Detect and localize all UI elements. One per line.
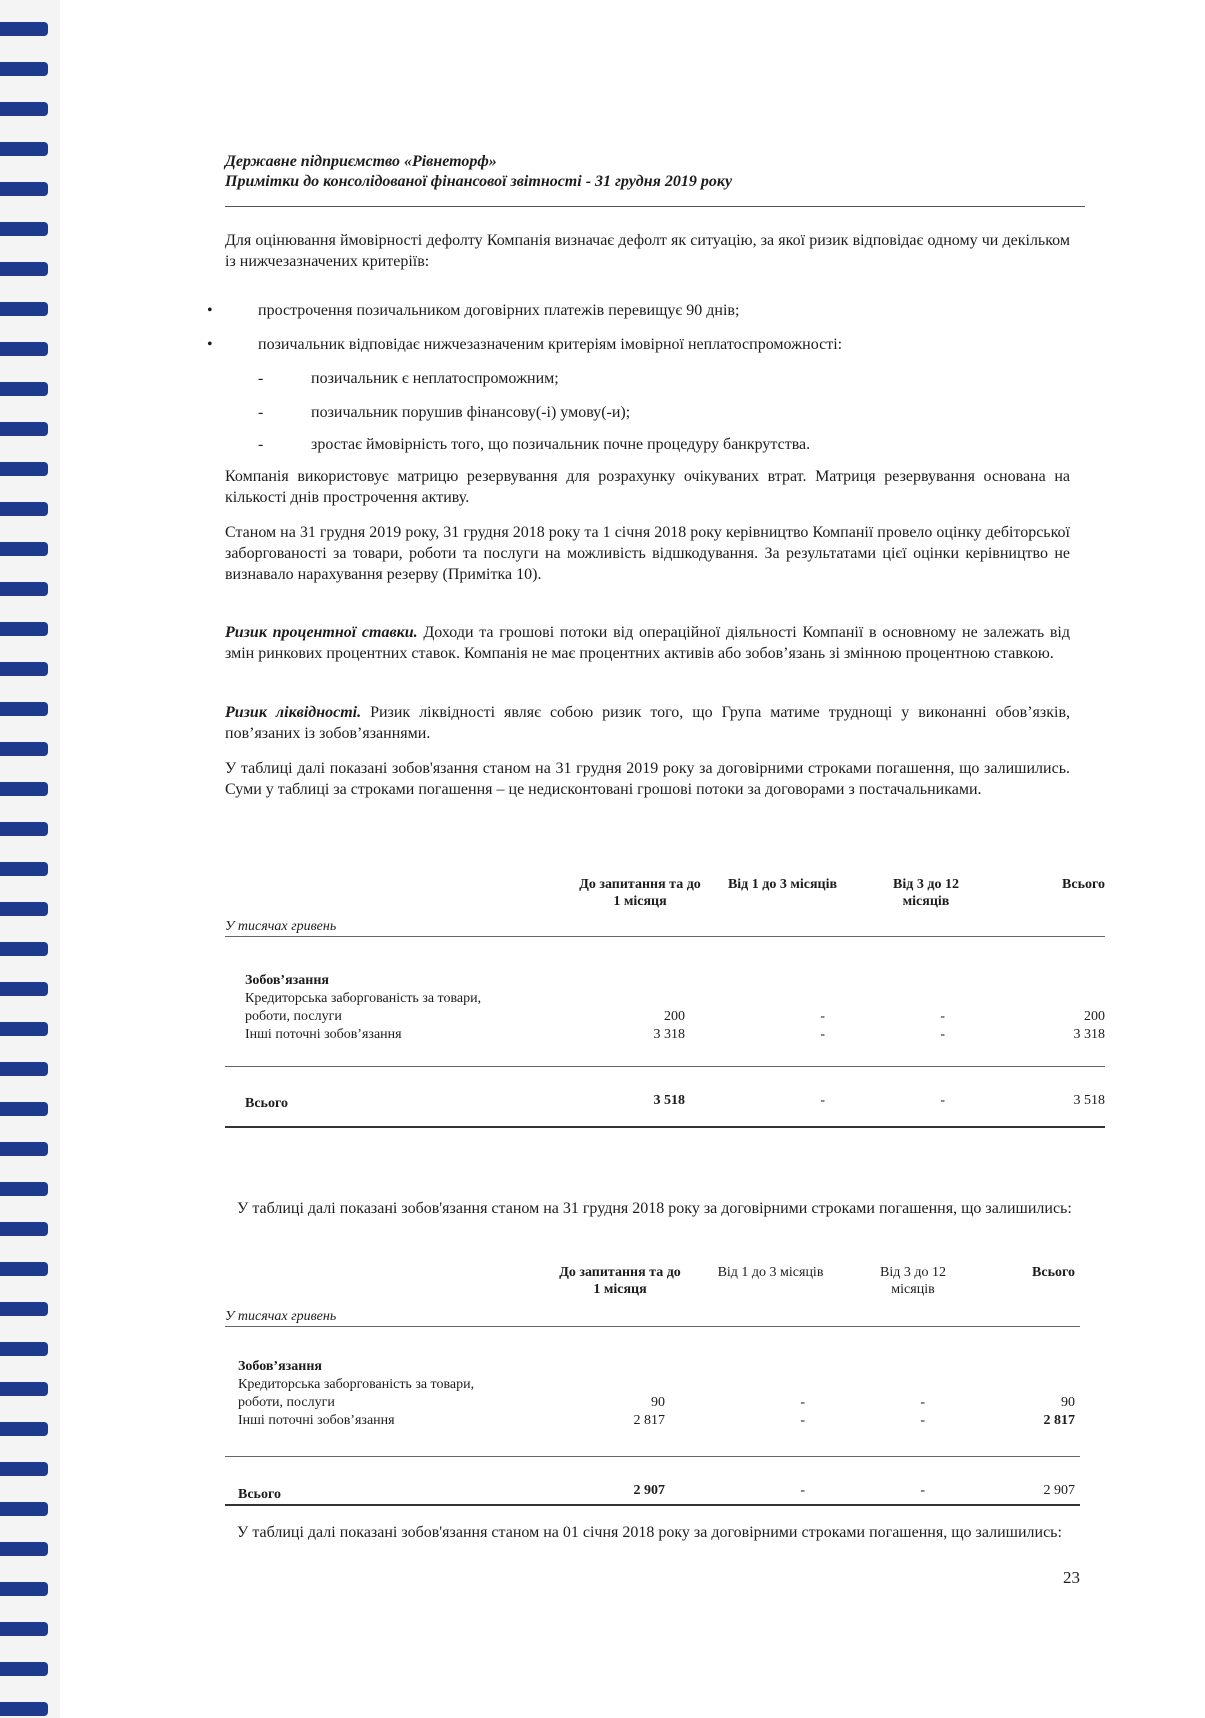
liquidity-risk-paragraph: [225, 702, 1070, 744]
column-header: Від 3 до 12 місяців: [880, 1265, 946, 1297]
binding-ring: [0, 1102, 48, 1116]
bullet-item: прострочення позичальником договірних платежів перевищує 90 днів;: [258, 302, 740, 319]
table-cell: -: [800, 1413, 805, 1428]
binding-ring: [0, 422, 48, 436]
row-label: роботи, послуги: [238, 1395, 335, 1410]
table-cell: 90: [651, 1395, 665, 1410]
binding-ring: [0, 1702, 48, 1716]
binding-ring: [0, 342, 48, 356]
spiral-binding: [0, 0, 60, 1718]
sub-bullet-marker: -: [258, 436, 264, 453]
interest-rate-risk-paragraph: [225, 622, 1070, 664]
binding-ring: [0, 862, 48, 876]
binding-ring: [0, 1262, 48, 1276]
binding-ring: [0, 262, 48, 276]
binding-ring: [0, 1022, 48, 1036]
table-cell: -: [800, 1483, 805, 1498]
binding-ring: [0, 502, 48, 516]
liquidity-risk-heading: Ризик ліквідності.: [225, 704, 362, 721]
binding-ring: [0, 1622, 48, 1636]
section-label: Зобов’язання: [238, 1359, 322, 1374]
binding-ring: [0, 1142, 48, 1156]
table-2018-intro: У таблиці далі показані зобов'язання станом на 31 грудня 2018 року за договірними строками погашення, що залишились:: [237, 1200, 1072, 1217]
units-label: У тисячах гривень: [225, 1309, 337, 1324]
binding-ring: [0, 142, 48, 156]
binding-ring: [0, 1222, 48, 1236]
interest-rate-risk-text: Доходи та грошові потоки від операційної діяльності Компанії в основному не залежать від змін ринкових процентних ставок. Компанія не має процентних активів або зобов’язань зі змінною процентною ставкою.: [225, 624, 1070, 662]
table-divider: [225, 1326, 1080, 1327]
column-header: До запитання та до 1 місяця: [579, 877, 701, 909]
sub-bullet-item: позичальник порушив фінансову(-і) умову(-и);: [311, 404, 631, 421]
total-label: Всього: [245, 1096, 288, 1111]
binding-ring: [0, 542, 48, 556]
table-cell: -: [820, 1027, 825, 1042]
table-cell: 3 318: [653, 1027, 685, 1042]
intro-paragraph: Для оцінювання ймовірності дефолту Компанія визначає дефолт як ситуацію, за якої ризик відповідає одному чи декільком із нижчезазначених критеріїв:: [225, 232, 1070, 270]
table-cell: -: [820, 1009, 825, 1024]
binding-ring: [0, 582, 48, 596]
matrix-paragraph: Компанія використовує матрицю резервування для розрахунку очікуваних втрат. Матриця резервування основана на кількості днів прострочення активу.: [225, 468, 1070, 506]
table-divider: [225, 1456, 1080, 1457]
bullet-item: позичальник відповідає нижчезазначеним критеріям імовірної неплатоспроможності:: [258, 336, 843, 353]
row-label: Інші поточні зобов’язання: [238, 1413, 395, 1428]
column-header: До запитання та до 1 місяця: [559, 1265, 681, 1297]
binding-ring: [0, 182, 48, 196]
column-header: Від 1 до 3 місяців: [717, 1265, 824, 1280]
binding-ring: [0, 1182, 48, 1196]
binding-ring: [0, 222, 48, 236]
binding-ring: [0, 462, 48, 476]
binding-ring: [0, 622, 48, 636]
binding-ring: [0, 102, 48, 116]
units-label: У тисячах гривень: [225, 919, 337, 934]
table-cell: 2 907: [633, 1483, 665, 1498]
table-divider: [225, 1066, 1105, 1067]
table-cell: 200: [664, 1009, 685, 1024]
binding-ring: [0, 1462, 48, 1476]
table-divider: [225, 1126, 1105, 1128]
section-label: Зобов’язання: [245, 973, 329, 988]
table-cell: 2 907: [1043, 1483, 1075, 1498]
report-title: Примітки до консолідованої фінансової звітності - 31 грудня 2019 року: [225, 173, 733, 190]
binding-ring: [0, 902, 48, 916]
sub-bullet-marker: -: [258, 404, 264, 421]
column-header: Від 3 до 12 місяців: [893, 877, 959, 909]
binding-ring: [0, 1542, 48, 1556]
binding-ring: [0, 62, 48, 76]
column-header: Від 1 до 3 місяців: [727, 877, 838, 892]
binding-ring: [0, 1422, 48, 1436]
table-cell: -: [920, 1395, 925, 1410]
binding-ring: [0, 1582, 48, 1596]
row-label: Кредиторська заборгованість за товари,: [245, 991, 482, 1006]
binding-ring: [0, 1302, 48, 1316]
table-cell: -: [920, 1483, 925, 1498]
binding-ring: [0, 982, 48, 996]
binding-ring: [0, 822, 48, 836]
binding-ring: [0, 942, 48, 956]
table-cell: 2 817: [1043, 1413, 1075, 1428]
liquidity-risk-text: Ризик ліквідності являє собою ризик того, що Група матиме труднощі у виконанні обов’язків, пов’язаних із зобов’язаннями.: [225, 704, 1070, 742]
table-cell: 200: [1084, 1009, 1105, 1024]
sub-bullet-item: позичальник є неплатоспроможним;: [311, 370, 559, 387]
binding-ring: [0, 22, 48, 36]
binding-ring: [0, 1342, 48, 1356]
binding-ring: [0, 1382, 48, 1396]
table-cell: 3 518: [1073, 1093, 1105, 1108]
sub-bullet-marker: -: [258, 370, 264, 387]
sub-bullet-item: зростає ймовірність того, що позичальник почне процедуру банкрутства.: [311, 436, 811, 453]
binding-ring: [0, 382, 48, 396]
total-label: Всього: [238, 1487, 281, 1502]
table-cell: -: [940, 1093, 945, 1108]
page-header: [225, 152, 1085, 192]
binding-ring: [0, 702, 48, 716]
table-cell: -: [920, 1413, 925, 1428]
table-2018-jan-intro: У таблиці далі показані зобов'язання станом на 01 січня 2018 року за договірними строками погашення, що залишились:: [237, 1524, 1062, 1541]
row-label: Кредиторська заборгованість за товари,: [238, 1377, 475, 1392]
table-cell: 90: [1061, 1395, 1075, 1410]
interest-rate-risk-heading: Ризик процентної ставки.: [225, 624, 418, 641]
table-divider: [225, 936, 1105, 937]
table-cell: -: [820, 1093, 825, 1108]
binding-ring: [0, 302, 48, 316]
binding-ring: [0, 742, 48, 756]
assessment-paragraph: Станом на 31 грудня 2019 року, 31 грудня 2018 року та 1 січня 2018 року керівництво Компанії провело оцінку дебіторської заборгованості за товари, роботи та послуги на можливість відшкодування. За результатами цієї оцінки керівництво не визнавало нарахування резерву (Примітка 10).: [225, 524, 1070, 583]
bullet-marker: •: [207, 336, 213, 353]
binding-ring: [0, 782, 48, 796]
company-name: Державне підприємство «Рівнеторф»: [225, 153, 497, 170]
binding-ring: [0, 1662, 48, 1676]
table-cell: -: [940, 1027, 945, 1042]
column-header: Всього: [1062, 877, 1105, 892]
bullet-marker: •: [207, 302, 213, 319]
header-divider: [225, 206, 1085, 207]
binding-ring: [0, 662, 48, 676]
column-header: Всього: [1032, 1265, 1075, 1280]
table-cell: -: [800, 1395, 805, 1410]
row-label: роботи, послуги: [245, 1009, 342, 1024]
row-label: Інші поточні зобов’язання: [245, 1027, 402, 1042]
table-cell: 3 518: [653, 1093, 685, 1108]
binding-ring: [0, 1502, 48, 1516]
table-cell: 3 318: [1073, 1027, 1105, 1042]
table-cell: -: [940, 1009, 945, 1024]
page-number: 23: [1063, 1568, 1080, 1587]
binding-ring: [0, 1062, 48, 1076]
table-2019-intro: У таблиці далі показані зобов'язання станом на 31 грудня 2019 року за договірними строками погашення, що залишились. Суми у таблиці за строками погашення – це недисконтовані грошові потоки за договорами з постачальниками.: [225, 760, 1070, 798]
table-divider: [225, 1504, 1080, 1506]
table-cell: 2 817: [633, 1413, 665, 1428]
